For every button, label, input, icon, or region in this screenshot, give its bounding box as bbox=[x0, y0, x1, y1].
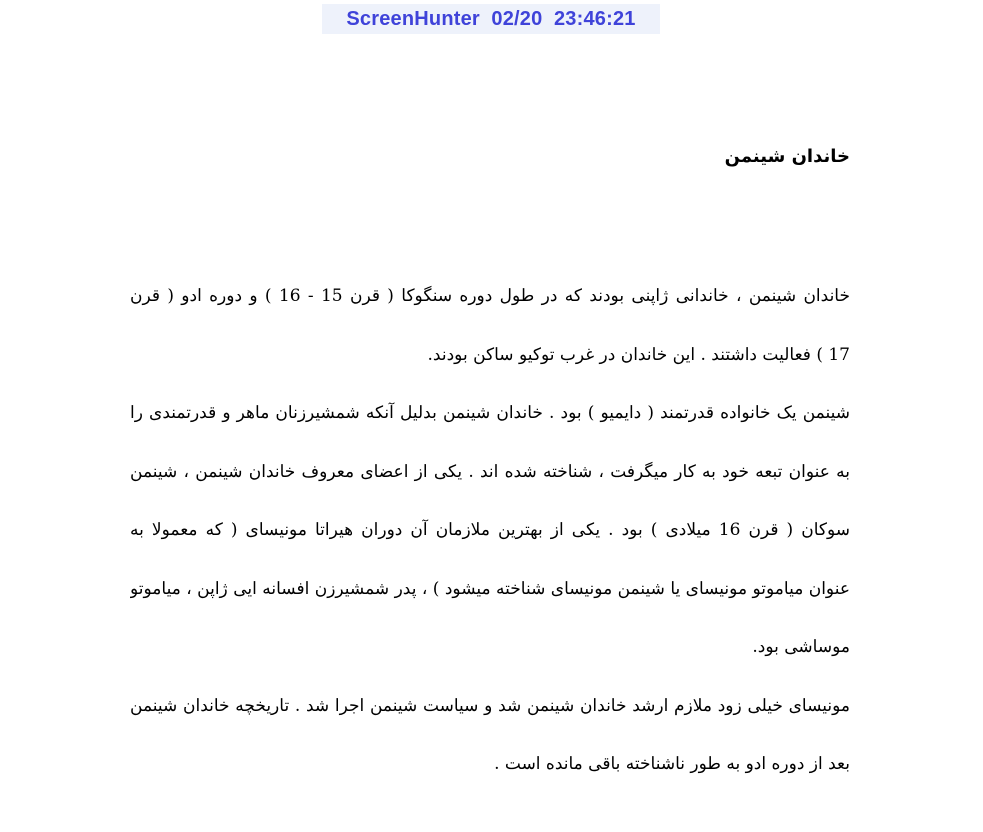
paragraph-line: سوکان ( قرن 16 میلادی ) بود . یکی از بهترین ملازمان آن دوران هیراتا مونیسای ( که معمولا به bbox=[130, 520, 850, 540]
screenhunter-watermark: ScreenHunter 02/20 23:46:21 bbox=[322, 4, 660, 34]
paragraph-line: بعد از دوره ادو به طور ناشناخته باقی مانده است . bbox=[494, 754, 850, 774]
paragraph-line: به عنوان تبعه خود به کار میگرفت ، شناخته شده اند . یکی از اعضای معروف خاندان شینمن ، شینمن bbox=[130, 461, 850, 482]
paragraph-line: 17 ) فعالیت داشتند . این خاندان در غرب توکیو ساکن بودند. bbox=[427, 344, 850, 365]
paragraph-line: شینمن یک خانواده قدرتمند ( دایمیو ) بود . خاندان شینمن بدلیل آنکه شمشیرزنان ماهر و قدرتمندی را bbox=[130, 403, 850, 423]
paragraph-line: عنوان میاموتو مونیسای یا شینمن مونیسای شناخته میشود ) ، پدر شمشیرزن افسانه ایی ژاپن ، میاموتو bbox=[130, 578, 850, 599]
document-body bbox=[130, 267, 850, 794]
paragraph-line: خاندان شینمن ، خاندانی ژاپنی بودند که در طول دوره سنگوکا ( قرن 15 - 16 ) و دوره ادو ( قرن bbox=[130, 286, 850, 306]
paragraph-line: موساشی بود. bbox=[752, 637, 850, 657]
document-title: خاندان شینمن bbox=[724, 146, 850, 167]
paragraph-line: مونیسای خیلی زود ملازم ارشد خاندان شینمن شد و سیاست شینمن اجرا شد . تاریخچه خاندان شینمن bbox=[130, 695, 850, 716]
